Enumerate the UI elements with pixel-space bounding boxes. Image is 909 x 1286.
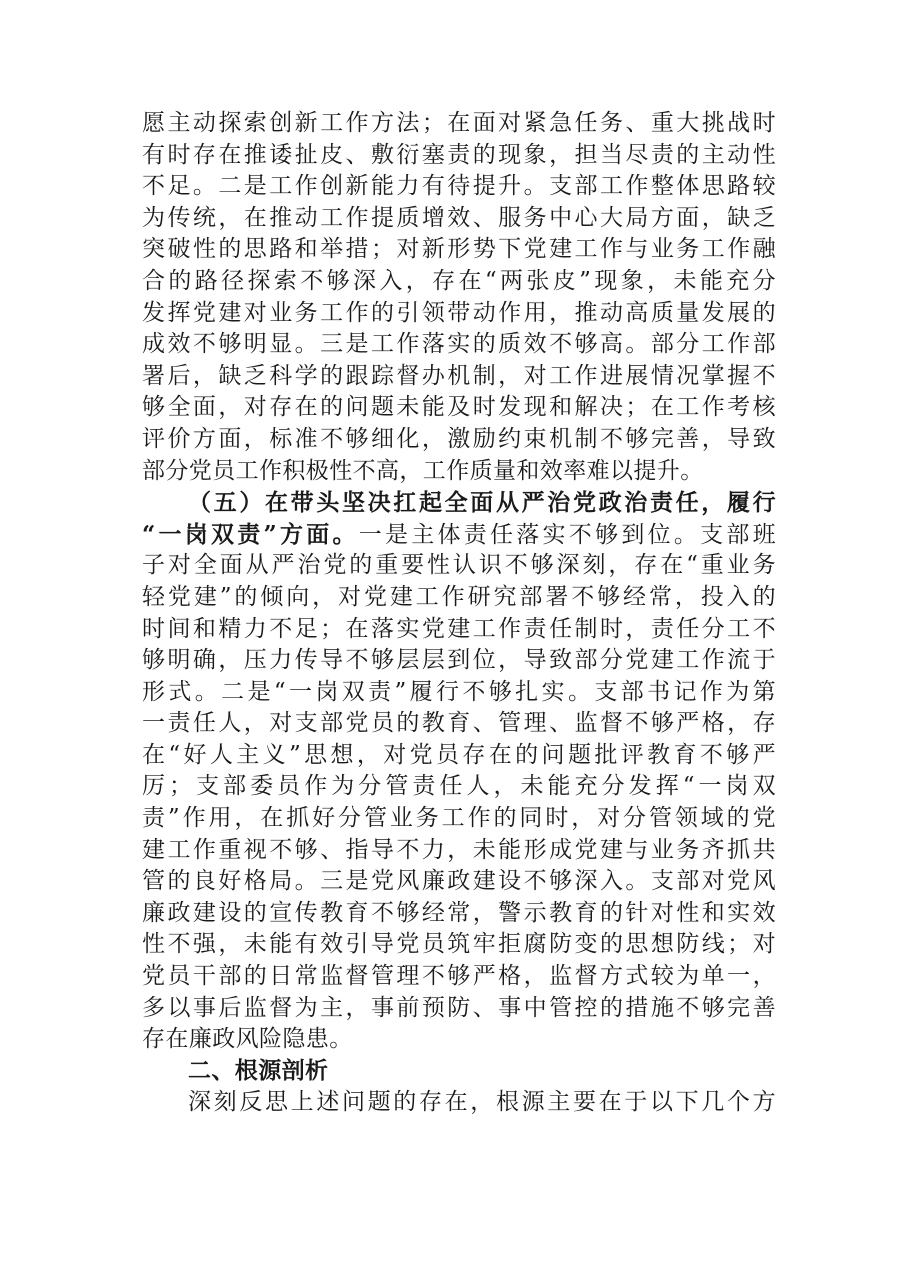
paragraph-line: 愿主动探索创新工作方法；在面对紧急任务、重大挑战时 (142, 110, 776, 136)
section-5-title-continued (142, 519, 776, 551)
paragraph-line: 部分党员工作积极性不高，工作质量和效率难以提升。 (142, 457, 704, 484)
paragraph-line: 建工作重视不够、指导不力，未能形成党建与业务齐抓共 (142, 836, 776, 863)
section-heading-root-cause: 二、根源剖析 (188, 1057, 329, 1084)
paragraph-line: 多以事后监督为主，事前预防、事中管控的措施不够完善 (142, 994, 776, 1021)
paragraph-line: 为传统，在推动工作提质增效、服务中心大局方面，缺乏 (142, 204, 776, 231)
paragraph-line: 厉；支部委员作为分管责任人，未能充分发挥“一岗双 (142, 773, 776, 800)
paragraph-line: 轻党建”的倾向，对党建工作研究部署不够经常，投入的 (142, 583, 776, 610)
paragraph-line: 责”作用，在抓好分管业务工作的同时，对分管领域的党 (142, 805, 776, 832)
paragraph-line: 时间和精力不足；在落实党建工作责任制时，责任分工不 (142, 615, 776, 642)
paragraph-line: 管的良好格局。三是党风廉政建设不够深入。支部对党风 (142, 868, 776, 895)
document-body (142, 108, 776, 1119)
paragraph-line: 署后，缺乏科学的跟踪督办机制，对工作进展情况掌握不 (142, 362, 776, 389)
paragraph-line: 有时存在推诿扯皮、敷衍塞责的现象，担当尽责的主动性 (142, 141, 776, 168)
paragraph-line: 党员干部的日常监督管理不够严格，监督方式较为单一， (142, 963, 776, 990)
paragraph-line: 不足。二是工作创新能力有待提升。支部工作整体思路较 (142, 173, 776, 200)
paragraph-line: 够全面，对存在的问题未能及时发现和解决；在工作考核 (142, 394, 776, 421)
paragraph-line: 性不强，未能有效引导党员筑牢拒腐防变的思想防线；对 (142, 931, 776, 958)
paragraph-line: 子对全面从严治党的重要性认识不够深刻，存在“重业务 (142, 552, 776, 579)
paragraph-line: 评价方面，标准不够细化，激励约束机制不够完善，导致 (142, 425, 776, 452)
paragraph-line: 廉政建设的宣传教育不够经常，警示教育的针对性和实效 (142, 899, 776, 926)
paragraph-line: 突破性的思路和举措；对新形势下党建工作与业务工作融 (142, 236, 776, 263)
paragraph-line: 一责任人，对支部党员的教育、管理、监督不够严格，存 (142, 710, 776, 737)
paragraph-line: 形式。二是“一岗双责”履行不够扎实。支部书记作为第 (142, 678, 776, 705)
section-5-title-tail: “一岗双责”方面。 (142, 520, 359, 548)
paragraph-line: 成效不够明显。三是工作落实的质效不够高。部分工作部 (142, 331, 776, 358)
paragraph-line: 合的路径探索不够深入，存在“两张皮”现象，未能充分 (142, 267, 776, 294)
paragraph-line: 够明确，压力传导不够层层到位，导致部分党建工作流于 (142, 647, 776, 674)
paragraph-line: 深刻反思上述问题的存在，根源主要在于以下几个方 (188, 1089, 776, 1116)
section-5-first-point: 一是主体责任落实不够到位。支部班 (358, 521, 776, 548)
paragraph-line: 在“好人主义”思想，对党员存在的问题批评教育不够严 (142, 741, 776, 768)
section-5-title: （五）在带头坚决扛起全面从严治党政治责任，履行 (188, 489, 776, 517)
paragraph-line: 发挥党建对业务工作的引领带动作用，推动高质量发展的 (142, 299, 776, 326)
paragraph-line: 存在廉政风险隐患。 (142, 1026, 353, 1053)
